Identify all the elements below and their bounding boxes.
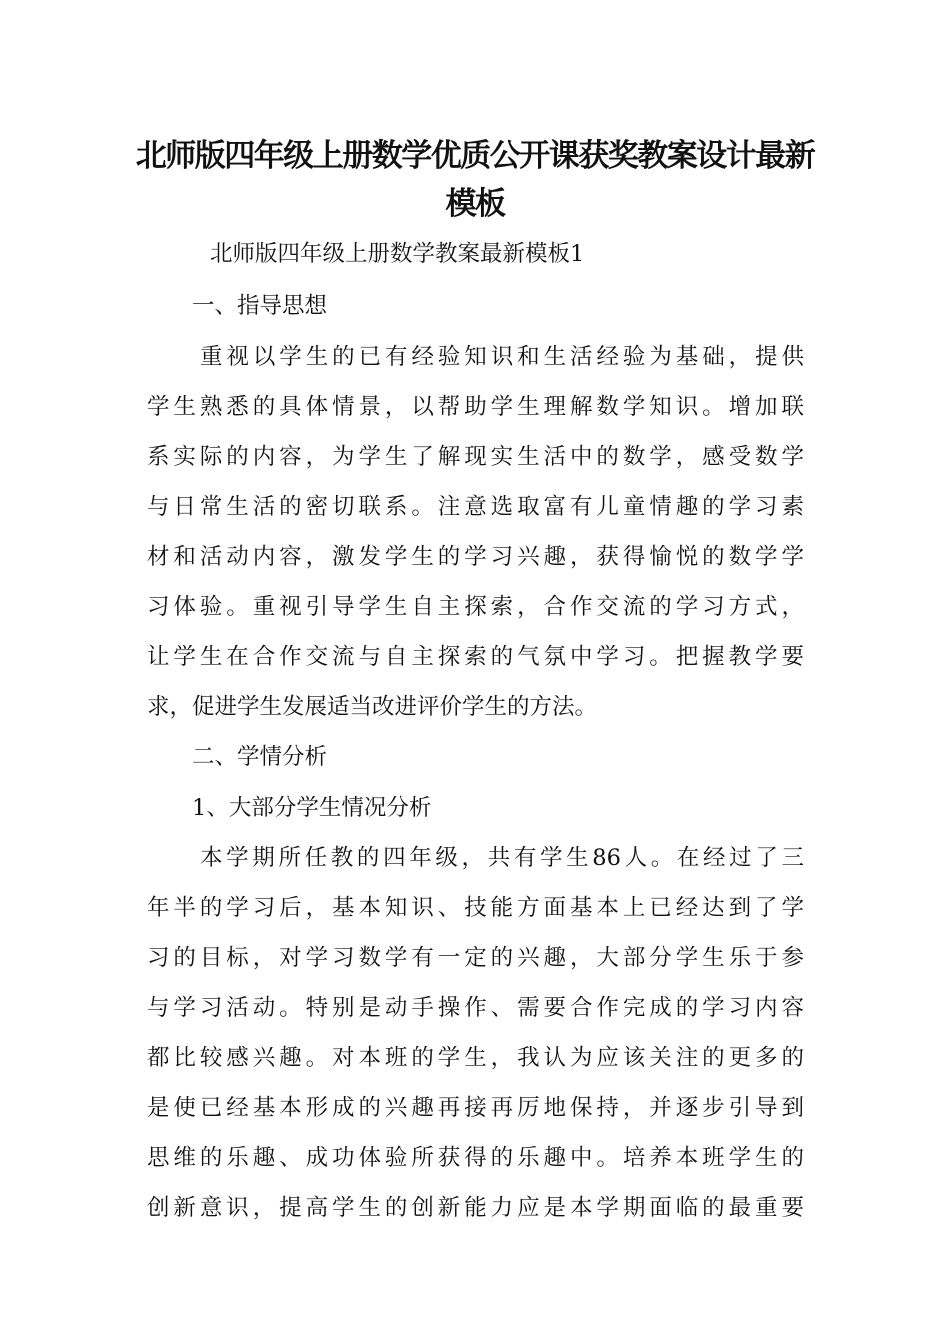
document-title-line-1: 北师版四年级上册数学优质公开课获奖教案设计最新: [135, 138, 815, 174]
paragraph-line: 创新意识，提高学生的创新能力应是本学期面临的最重要: [147, 1195, 804, 1221]
paragraph-line: 思维的乐趣、成功体验所获得的乐趣中。培养本班学生的: [147, 1145, 804, 1171]
paragraph-line: 本学期所任教的四年级，共有学生86人。在经过了三: [200, 845, 804, 871]
paragraph-line: 重视以学生的已有经验知识和生活经验为基础，提供: [200, 344, 804, 370]
document-title-line-2: 模板: [445, 186, 505, 222]
section-heading-student-analysis: 二、学情分析: [192, 744, 328, 770]
paragraph-line: 是使已经基本形成的兴趣再接再厉地保持，并逐步引导到: [147, 1095, 804, 1121]
paragraph-line: 都比较感兴趣。对本班的学生，我认为应该关注的更多的: [147, 1045, 804, 1071]
paragraph-line: 系实际的内容，为学生了解现实生活中的数学，感受数学: [147, 444, 804, 470]
paragraph-line: 学生熟悉的具体情景，以帮助学生理解数学知识。增加联: [147, 394, 804, 420]
paragraph-line: 材和活动内容，激发学生的学习兴趣，获得愉悦的数学学: [147, 544, 804, 570]
paragraph-line: 习的目标，对学习数学有一定的兴趣，大部分学生乐于参: [147, 945, 804, 971]
paragraph-line: 与学习活动。特别是动手操作、需要合作完成的学习内容: [147, 995, 804, 1021]
paragraph-line: 年半的学习后，基本知识、技能方面基本上已经达到了学: [147, 895, 804, 921]
subsection-heading-majority-students: 1、大部分学生情况分析: [192, 795, 432, 821]
paragraph-line: 习体验。重视引导学生自主探索，合作交流的学习方式，: [147, 594, 804, 620]
paragraph-line: 让学生在合作交流与自主探索的气氛中学习。把握教学要: [147, 644, 804, 670]
document-subtitle: 北师版四年级上册数学教案最新模板1: [210, 241, 585, 267]
paragraph-line: 求，促进学生发展适当改进评价学生的方法。: [147, 694, 598, 720]
paragraph-line: 与日常生活的密切联系。注意选取富有儿童情趣的学习素: [147, 494, 804, 520]
section-heading-guiding-ideology: 一、指导思想: [192, 293, 328, 319]
